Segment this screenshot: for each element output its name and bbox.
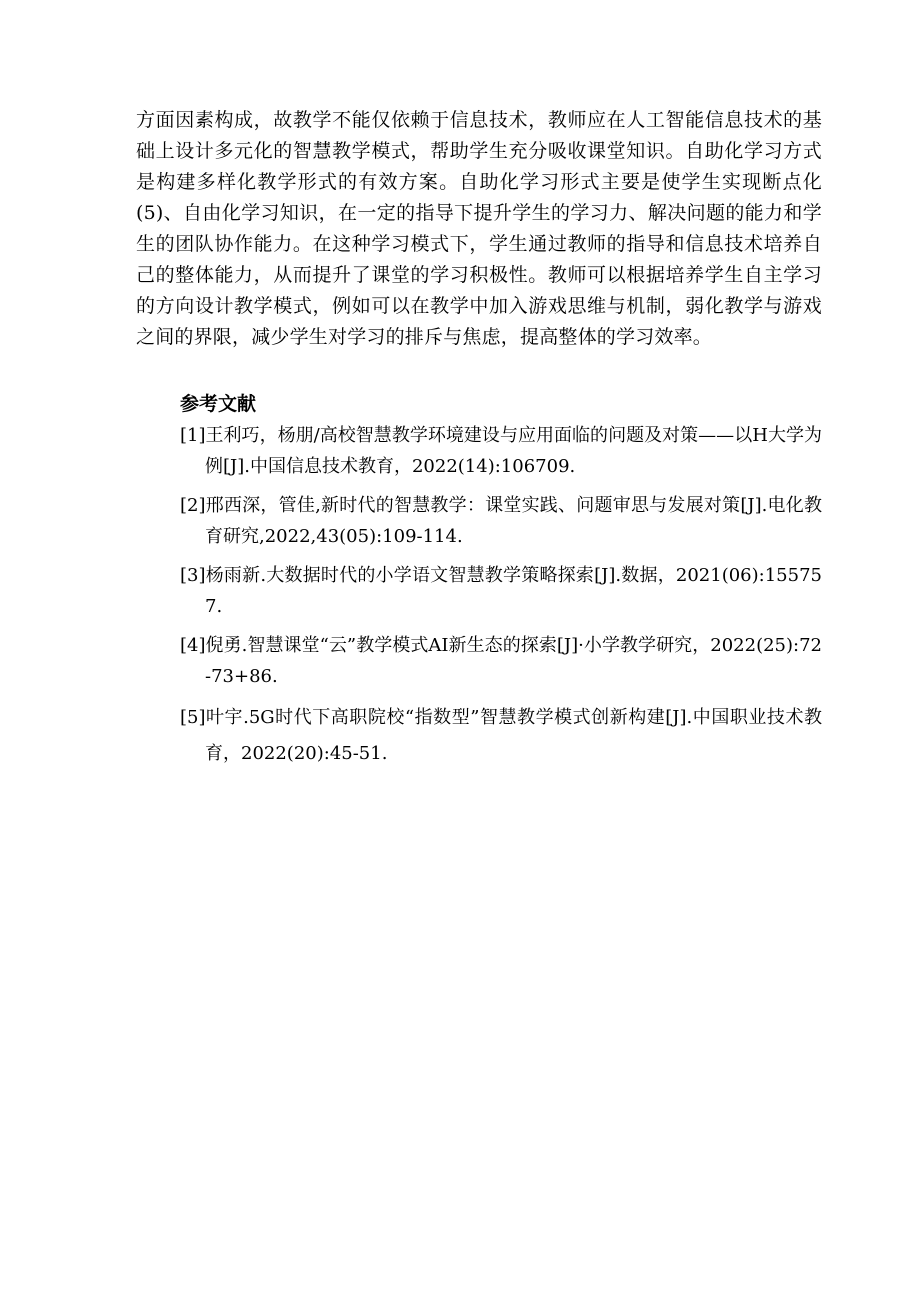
reference-item-3: [3]杨雨新.大数据时代的小学语文智慧教学策略探索[J].数据，2021(06):155757. xyxy=(180,565,822,617)
body-paragraph: 方面因素构成，故教学不能仅依赖于信息技术，教师应在人工智能信息技术的基础上设计多元化的智慧教学模式，帮助学生充分吸收课堂知识。自助化学习方式是构建多样化教学形式的有效方案。自助化学习形式主要是使学生实现断点化(5)、自由化学习知识，在一定的指导下提升学生的学习力、解决问题的能力和学生的团队协作能力。在这种学习模式下，学生通过教师的指导和信息技术培养自己的整体能力，从而提升了课堂的学习积极性。教师可以根据培养学生自主学习的方向设计教学模式，例如可以在教学中加入游戏思维与机制，弱化教学与游戏之间的界限，减少学生对学习的排斥与焦虑，提高整体的学习效率。 xyxy=(136,109,822,348)
reference-item-4: [4]倪勇.智慧课堂“云”教学模式AI新生态的探索[J]·小学教学研究，2022(25):72-73+86. xyxy=(180,635,822,687)
references-heading: 参考文献 xyxy=(180,393,257,415)
references-list xyxy=(180,420,822,780)
reference-item-2: [2]邢西深，管佳,新时代的智慧教学：课堂实践、问题审思与发展对策[J].电化教育研究,2022,43(05):109-114. xyxy=(180,495,822,547)
reference-item-1: [1]王利巧，杨朋/高校智慧教学环境建设与应用面临的问题及对策——以H大学为例[J].中国信息技术教育，2022(14):106709. xyxy=(180,425,822,477)
reference-item-5: [5]叶宇.5G时代下高职院校“指数型”智慧教学模式创新构建[J].中国职业技术教育，2022(20):45-51. xyxy=(180,707,822,764)
